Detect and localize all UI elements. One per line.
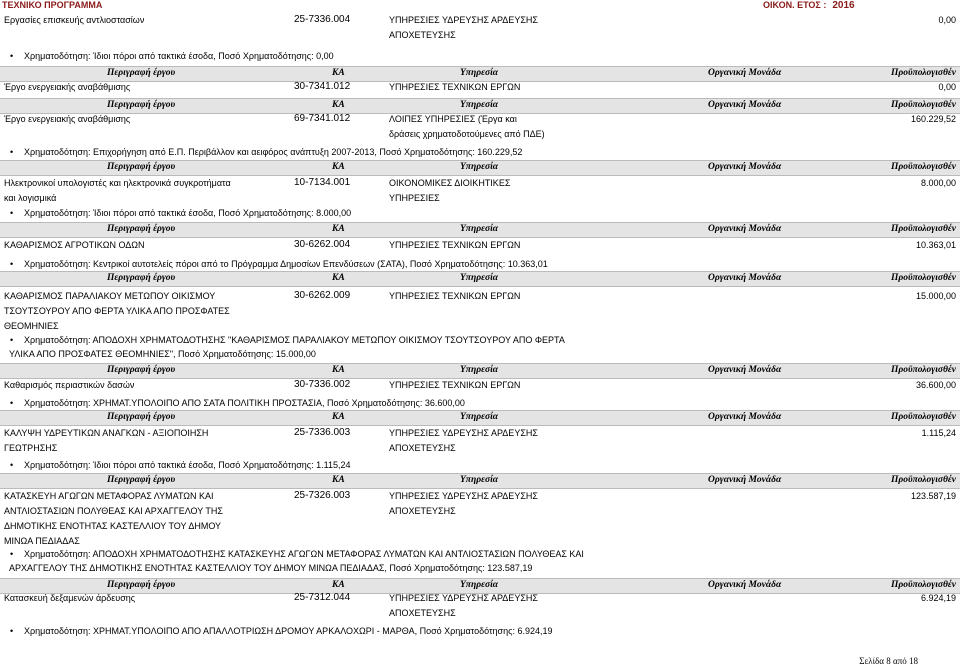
project-description: ΑΝΤΛΙΟΣΤΑΣΙΩΝ ΠΟΛΥΘΕΑΣ ΚΑΙ ΑΡΧΑΓΓΕΛΟΥ ΤΗΣ	[4, 506, 223, 516]
header-ka: ΚΑ	[332, 475, 345, 485]
project-service: ΑΠΟΧΕΤΕΥΣΗΣ	[389, 30, 456, 40]
project-ka: 69-7341.012	[294, 113, 351, 124]
header-org-unit: Οργανική Μονάδα	[708, 68, 782, 78]
funding-line: • Χρηματοδότηση: ΑΠΟΔΟΧΗ ΧΡΗΜΑΤΟΔΟΤΗΣΗΣ "ΚΑΘΑΡΙΣΜΟΣ ΠΑΡΑΛΙΑΚΟΥ ΜΕΤΩΠΟΥ ΟΙΚΙΣΜΟΥ ΤΣΟΥΤΣΟΥΡΟΥ ΑΠΟ ΦΕΡΤΑ	[24, 335, 565, 345]
project-description: Εργασίες επισκευής αντλιοστασίων	[4, 15, 145, 25]
header-org-unit: Οργανική Μονάδα	[708, 100, 782, 110]
project-ka: 25-7326.003	[294, 490, 351, 501]
funding-line: ΑΡΧΑΓΓΕΛΟΥ ΤΗΣ ΔΗΜΟΤΙΚΗΣ ΕΝΟΤΗΤΑΣ ΚΑΣΤΕΛΛΙΟΥ ΤΟΥ ΔΗΜΟΥ ΜΙΝΩΑ ΠΕΔΙΑΔΑΣ, Ποσό Χρηματοδότησης: 123.587,19	[9, 563, 533, 573]
header-service: Υπηρεσία	[460, 273, 499, 283]
project-service: ΑΠΟΧΕΤΕΥΣΗΣ	[389, 608, 456, 618]
fiscal-year-value: 2016	[832, 0, 855, 11]
header-org-unit: Οργανική Μονάδα	[708, 580, 782, 590]
project-budget-amount: 8.000,00	[920, 178, 956, 188]
project-description: ΚΑΘΑΡΙΣΜΟΣ ΑΓΡΟΤΙΚΩΝ ΟΔΩΝ	[4, 240, 145, 250]
project-budget-amount: 1.115,24	[921, 428, 956, 438]
funding-line: • Χρηματοδότηση: Ίδιοι πόροι από τακτικά έσοδα, Ποσό Χρηματοδότησης: 0,00	[24, 51, 334, 61]
header-budget: Προϋπολογισθέν	[890, 224, 956, 234]
table-header-row	[0, 66, 960, 82]
project-description: ΔΗΜΟΤΙΚΗΣ ΕΝΟΤΗΤΑΣ ΚΑΣΤΕΛΛΙΟΥ ΤΟΥ ΔΗΜΟΥ	[4, 521, 222, 531]
header-org-unit: Οργανική Μονάδα	[708, 475, 782, 485]
header-ka: ΚΑ	[332, 162, 345, 172]
project-ka: 25-7336.004	[294, 14, 351, 25]
project-budget-amount: 0,00	[938, 82, 956, 92]
header-service: Υπηρεσία	[460, 100, 499, 110]
page-header	[0, 0, 960, 11]
header-org-unit: Οργανική Μονάδα	[708, 273, 782, 283]
page-number: Σελίδα 8 από 18	[859, 656, 918, 666]
header-budget: Προϋπολογισθέν	[890, 580, 956, 590]
header-description: Περιγραφή έργου	[107, 224, 176, 234]
header-org-unit: Οργανική Μονάδα	[708, 412, 782, 422]
header-service: Υπηρεσία	[460, 162, 499, 172]
header-ka: ΚΑ	[332, 273, 345, 283]
table-header-row	[0, 98, 960, 114]
project-description: Κατασκευή δεξαμενών άρδευσης	[4, 593, 136, 603]
project-service: ΥΠΗΡΕΣΙΕΣ ΥΔΡΕΥΣΗΣ ΑΡΔΕΥΣΗΣ	[389, 593, 538, 603]
header-org-unit: Οργανική Μονάδα	[708, 365, 782, 375]
table-header-row	[0, 271, 960, 287]
header-description: Περιγραφή έργου	[107, 365, 176, 375]
funding-line: • Χρηματοδότηση: Ίδιοι πόροι από τακτικά έσοδα, Ποσό Χρηματοδότησης: 8.000,00	[24, 208, 351, 218]
project-description: ΤΣΟΥΤΣΟΥΡΟΥ ΑΠΟ ΦΕΡΤΑ ΥΛΙΚΑ ΑΠΟ ΠΡΟΣΦΑΤΕΣ	[4, 306, 230, 316]
project-budget-amount: 36.600,00	[915, 380, 956, 390]
table-header-row	[0, 222, 960, 238]
project-ka: 25-7336.003	[294, 427, 351, 438]
header-budget: Προϋπολογισθέν	[890, 162, 956, 172]
project-budget-amount: 0,00	[938, 15, 956, 25]
header-description: Περιγραφή έργου	[107, 68, 176, 78]
funding-line: • Χρηματοδότηση: Κεντρικοί αυτοτελείς πόροι από το Πρόγραμμα Δημοσίων Επενδύσεων (ΣΑΤΑ), Ποσό Χρηματοδότησης: 10.363,01	[24, 259, 548, 269]
header-description: Περιγραφή έργου	[107, 162, 176, 172]
project-service: ΥΠΗΡΕΣΙΕΣ ΤΕΧΝΙΚΩΝ ΕΡΓΩΝ	[389, 82, 521, 92]
project-budget-amount: 15.000,00	[915, 291, 956, 301]
header-ka: ΚΑ	[332, 68, 345, 78]
project-budget-amount: 160.229,52	[910, 114, 956, 124]
project-description: ΘΕΟΜΗΝΙΕΣ	[4, 321, 59, 331]
header-service: Υπηρεσία	[460, 224, 499, 234]
header-ka: ΚΑ	[332, 224, 345, 234]
funding-line: • Χρηματοδότηση: ΑΠΟΔΟΧΗ ΧΡΗΜΑΤΟΔΟΤΗΣΗΣ ΚΑΤΑΣΚΕΥΗΣ ΑΓΩΓΩΝ ΜΕΤΑΦΟΡΑΣ ΛΥΜΑΤΩΝ ΚΑΙ ΑΝΤΛΙΟΣΤΑΣΙΩΝ ΠΟΛΥΘΕΑΣ ΚΑΙ	[24, 549, 584, 559]
header-description: Περιγραφή έργου	[107, 580, 176, 590]
funding-line: ΥΛΙΚΑ ΑΠΟ ΠΡΟΣΦΑΤΕΣ ΘΕΟΜΗΝΙΕΣ", Ποσό Χρηματοδότησης: 15.000,00	[9, 349, 316, 359]
project-service: ΟΙΚΟΝΟΜΙΚΕΣ ΔΙΟΙΚΗΤΙΚΕΣ	[389, 178, 511, 188]
project-budget-amount: 6.924,19	[920, 593, 956, 603]
project-ka: 30-7341.012	[294, 81, 351, 92]
table-header-row	[0, 473, 960, 489]
project-service: ΥΠΗΡΕΣΙΕΣ	[389, 193, 440, 203]
project-service: ΥΠΗΡΕΣΙΕΣ ΤΕΧΝΙΚΩΝ ΕΡΓΩΝ	[389, 380, 521, 390]
funding-line: • Χρηματοδότηση: Ίδιοι πόροι από τακτικά έσοδα, Ποσό Χρηματοδότησης: 1.115,24	[24, 460, 350, 470]
table-header-row	[0, 410, 960, 426]
project-service: ΛΟΙΠΕΣ ΥΠΗΡΕΣΙΕΣ (Έργα και	[389, 114, 517, 124]
header-budget: Προϋπολογισθέν	[890, 475, 956, 485]
header-service: Υπηρεσία	[460, 580, 499, 590]
project-budget-amount: 10.363,01	[915, 240, 956, 250]
project-description: ΚΑΤΑΣΚΕΥΗ ΑΓΩΓΩΝ ΜΕΤΑΦΟΡΑΣ ΛΥΜΑΤΩΝ ΚΑΙ	[4, 491, 214, 501]
header-description: Περιγραφή έργου	[107, 475, 176, 485]
project-ka: 30-6262.004	[294, 239, 351, 250]
project-description: και λογισμικά	[4, 193, 57, 203]
project-description: Ηλεκτρονικοί υπολογιστές και ηλεκτρονικά συγκροτήματα	[4, 178, 231, 188]
header-service: Υπηρεσία	[460, 68, 499, 78]
project-description: Έργο ενεργειακής αναβάθμισης	[4, 114, 131, 124]
header-description: Περιγραφή έργου	[107, 100, 176, 110]
project-description: ΜΙΝΩΑ ΠΕΔΙΑΔΑΣ	[4, 536, 80, 546]
project-ka: 30-6262.009	[294, 290, 351, 301]
header-org-unit: Οργανική Μονάδα	[708, 162, 782, 172]
project-ka: 30-7336.002	[294, 379, 351, 390]
project-description: Έργο ενεργειακής αναβάθμισης	[4, 82, 131, 92]
header-ka: ΚΑ	[332, 100, 345, 110]
header-budget: Προϋπολογισθέν	[890, 412, 956, 422]
fiscal-year-label: ΟΙΚΟΝ. ΕΤΟΣ :	[763, 0, 827, 10]
project-service: ΑΠΟΧΕΤΕΥΣΗΣ	[389, 506, 456, 516]
header-org-unit: Οργανική Μονάδα	[708, 224, 782, 234]
funding-line: • Χρηματοδότηση: ΧΡΗΜΑΤ.ΥΠΟΛΟΙΠΟ ΑΠΟ ΑΠΑΛΛΟΤΡΙΩΣΗ ΔΡΟΜΟΥ ΑΡΚΑΛΟΧΩΡΙ - ΜΑΡΘΑ, Ποσό Χρηματοδότησης: 6.924,19	[24, 626, 553, 636]
funding-line: • Χρηματοδότηση: Επιχορήγηση από Ε.Π. Περιβάλλον και αειφόρος ανάπτυξη 2007-2013, Ποσό Χρηματοδότησης: 160.229,52	[24, 147, 522, 157]
header-service: Υπηρεσία	[460, 412, 499, 422]
project-description: ΓΕΩΤΡΗΣΗΣ	[4, 443, 58, 453]
header-budget: Προϋπολογισθέν	[890, 365, 956, 375]
header-budget: Προϋπολογισθέν	[890, 68, 956, 78]
project-service: ΥΠΗΡΕΣΙΕΣ ΥΔΡΕΥΣΗΣ ΑΡΔΕΥΣΗΣ	[389, 428, 538, 438]
header-ka: ΚΑ	[332, 412, 345, 422]
project-service: ΥΠΗΡΕΣΙΕΣ ΤΕΧΝΙΚΩΝ ΕΡΓΩΝ	[389, 240, 521, 250]
header-description: Περιγραφή έργου	[107, 412, 176, 422]
project-budget-amount: 123.587,19	[910, 491, 956, 501]
header-ka: ΚΑ	[332, 365, 345, 375]
table-header-row	[0, 578, 960, 594]
project-description: ΚΑΘΑΡΙΣΜΟΣ ΠΑΡΑΛΙΑΚΟΥ ΜΕΤΩΠΟΥ ΟΙΚΙΣΜΟΥ	[4, 291, 216, 301]
header-description: Περιγραφή έργου	[107, 273, 176, 283]
header-service: Υπηρεσία	[460, 365, 499, 375]
project-description: Καθαρισμός περιαστικών δασών	[4, 380, 135, 390]
fiscal-year	[763, 0, 855, 11]
table-header-row	[0, 160, 960, 176]
header-budget: Προϋπολογισθέν	[890, 100, 956, 110]
project-service: ΥΠΗΡΕΣΙΕΣ ΤΕΧΝΙΚΩΝ ΕΡΓΩΝ	[389, 291, 521, 301]
header-budget: Προϋπολογισθέν	[890, 273, 956, 283]
header-ka: ΚΑ	[332, 580, 345, 590]
project-description: ΚΑΛΥΨΗ ΥΔΡΕΥΤΙΚΩΝ ΑΝΑΓΚΩΝ - ΑΞΙΟΠΟΙΗΣΗ	[4, 428, 209, 438]
table-header-row	[0, 363, 960, 379]
org-title: ΤΕΧΝΙΚΟ ΠΡΟΓΡΑΜΜΑ	[2, 0, 103, 10]
project-service: δράσεις χρηματοδοτούμενες από ΠΔΕ)	[389, 129, 545, 139]
project-service: ΥΠΗΡΕΣΙΕΣ ΥΔΡΕΥΣΗΣ ΑΡΔΕΥΣΗΣ	[389, 491, 538, 501]
project-service: ΑΠΟΧΕΤΕΥΣΗΣ	[389, 443, 456, 453]
funding-line: • Χρηματοδότηση: ΧΡΗΜΑΤ.ΥΠΟΛΟΙΠΟ ΑΠΟ ΣΑΤΑ ΠΟΛΙΤΙΚΗ ΠΡΟΣΤΑΣΙΑ, Ποσό Χρηματοδότησης: 36.600,00	[24, 398, 465, 408]
project-service: ΥΠΗΡΕΣΙΕΣ ΥΔΡΕΥΣΗΣ ΑΡΔΕΥΣΗΣ	[389, 15, 538, 25]
project-ka: 25-7312.044	[294, 592, 351, 603]
header-service: Υπηρεσία	[460, 475, 499, 485]
project-ka: 10-7134.001	[294, 177, 351, 188]
